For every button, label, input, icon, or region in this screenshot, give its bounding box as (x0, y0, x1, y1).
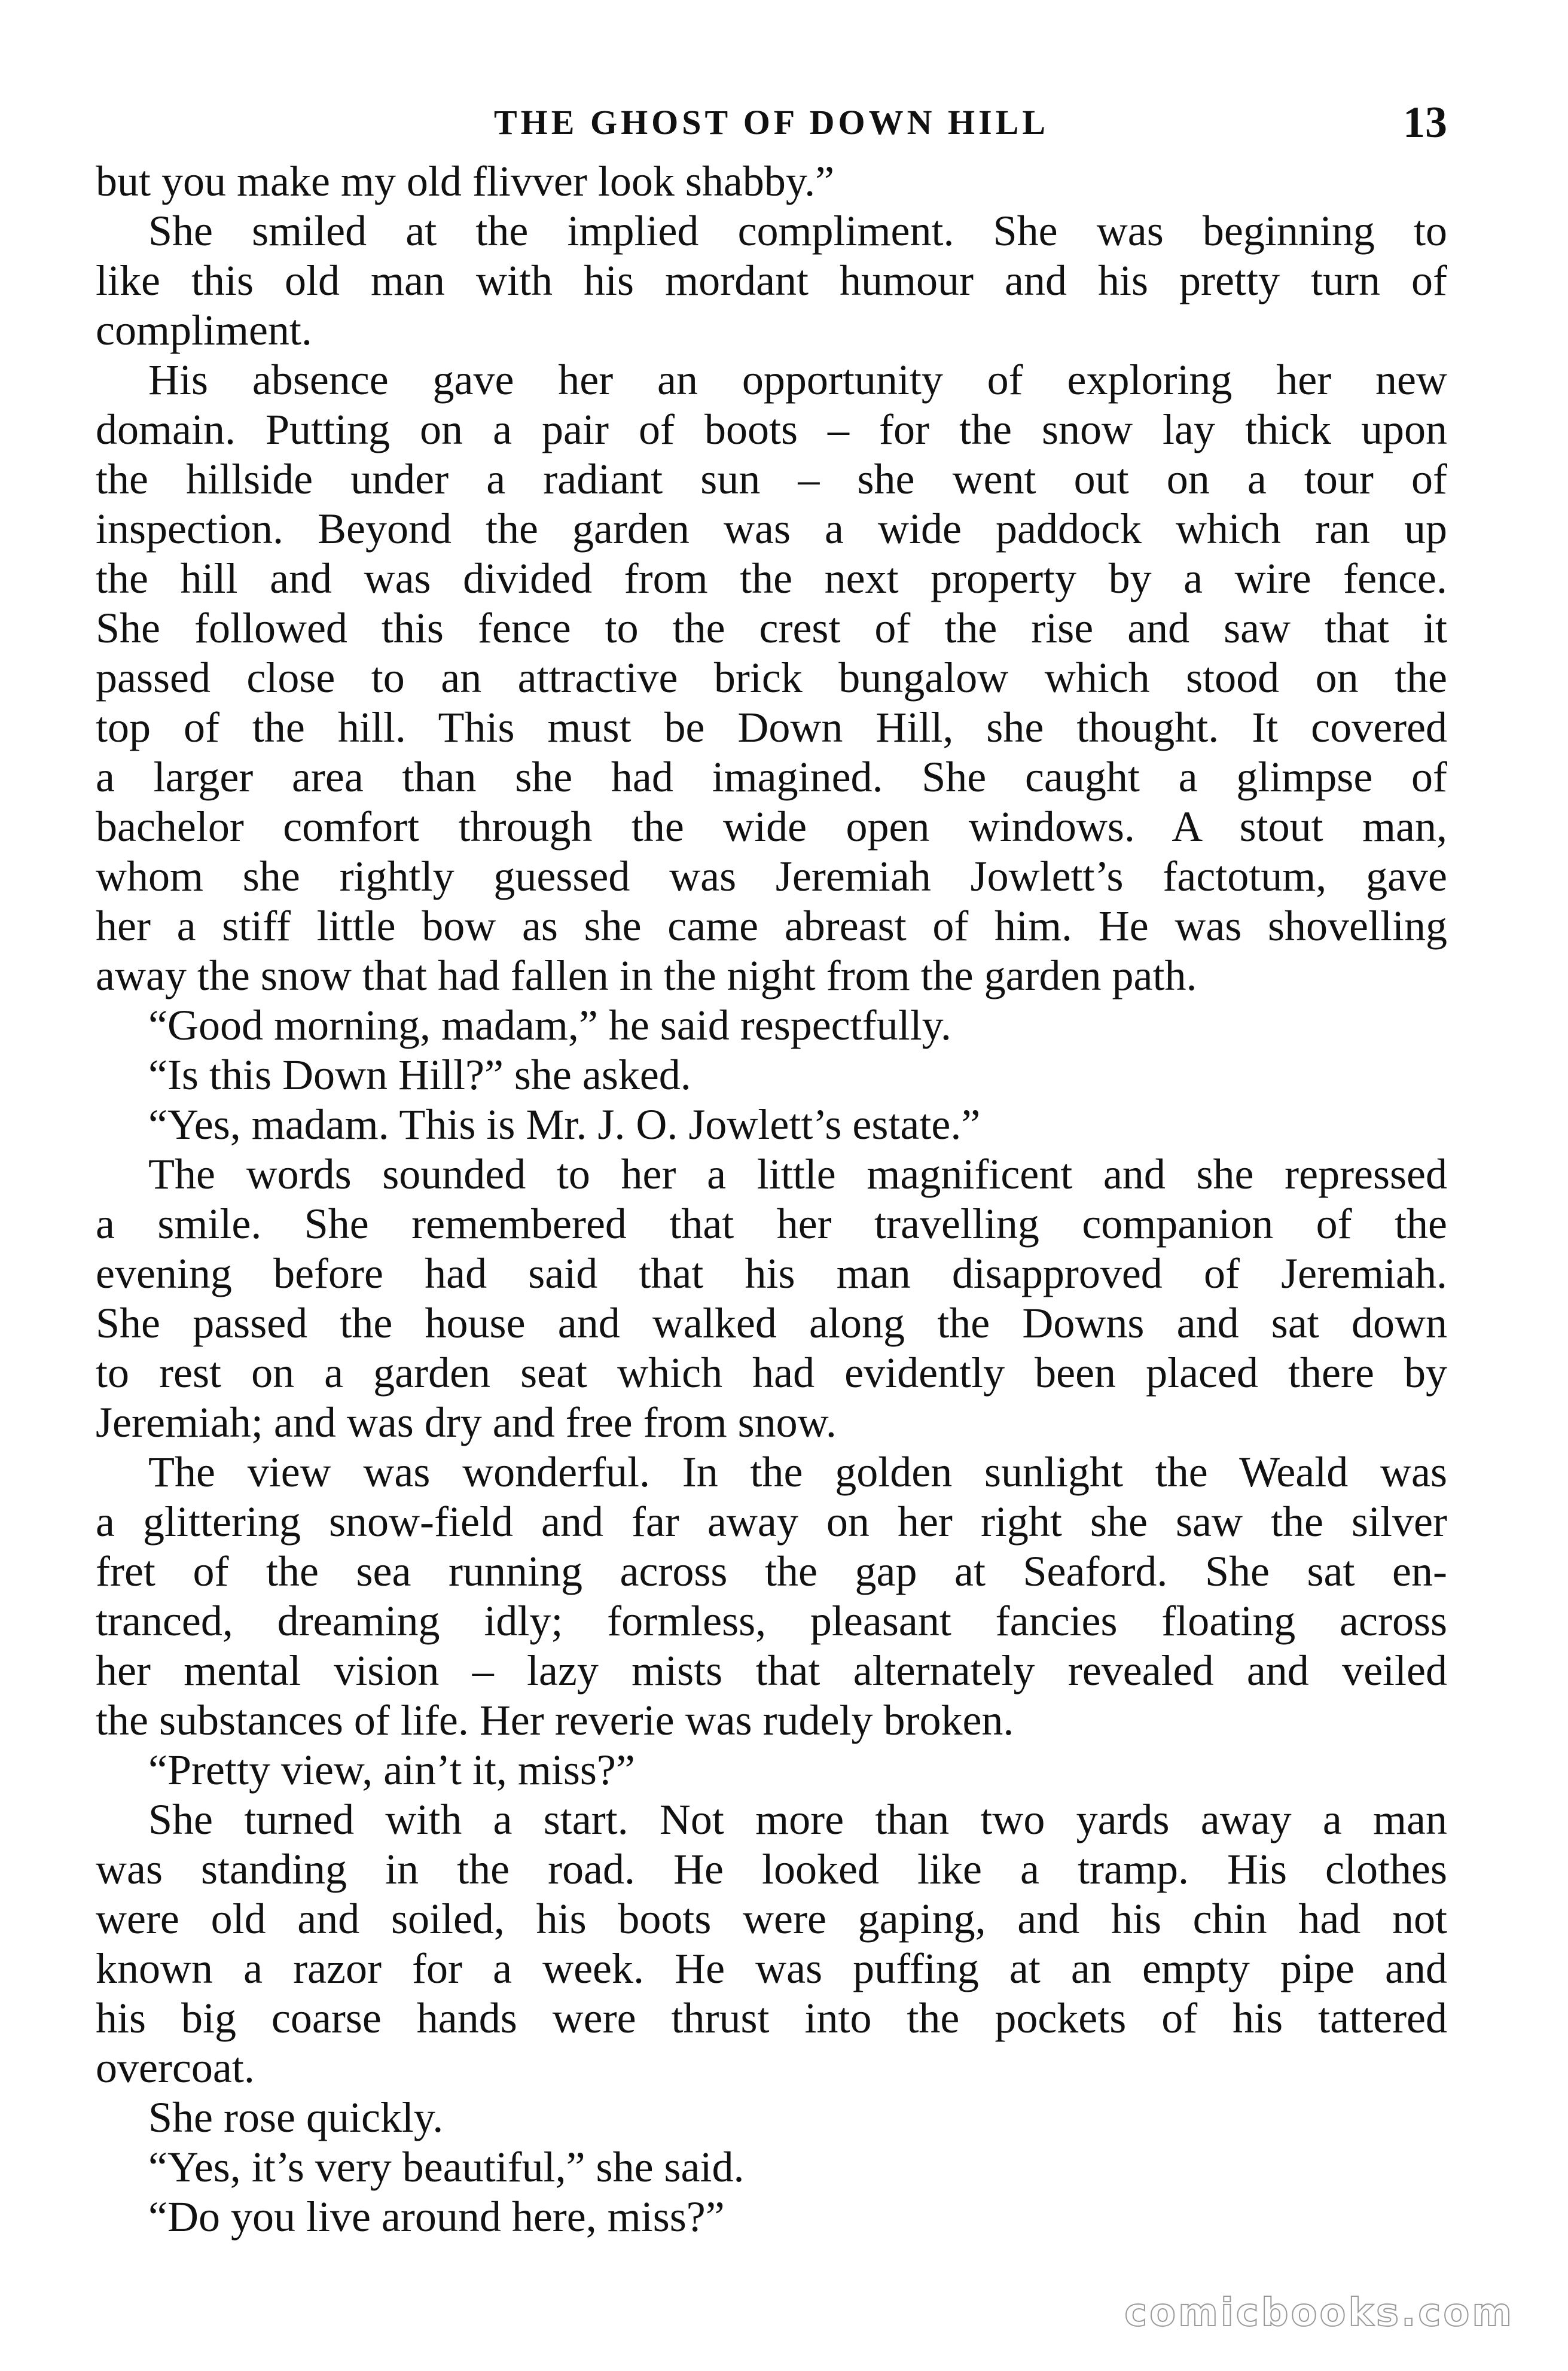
text-line: “Yes, it’s very beautiful,” she said. (148, 2143, 745, 2191)
text-line: known a razor for a week. He was puffing at an empty pipe and (96, 1945, 1447, 1992)
text-line: a glittering snow-field and far away on her right she saw the silver (96, 1498, 1447, 1546)
text-line: a larger area than she had imagined. She caught a glimpse of (96, 753, 1447, 801)
text-line: Jeremiah; and was dry and free from snow. (96, 1398, 837, 1446)
text-line: top of the hill. This must be Down Hill, she thought. It covered (96, 703, 1447, 751)
running-title: THE GHOST OF DOWN HILL (493, 103, 1050, 142)
text-line: passed close to an attractive brick bungalow which stood on the (96, 654, 1447, 702)
text-line: was standing in the road. He looked like a tramp. His clothes (96, 1845, 1447, 1893)
text-line: inspection. Beyond the garden was a wide paddock which ran up (96, 505, 1447, 553)
watermark: comicbooks.com (1124, 2291, 1514, 2335)
text-line: a smile. She remembered that her travelling companion of the (96, 1200, 1447, 1248)
text-line: whom she rightly guessed was Jeremiah Jowlett’s factotum, gave (96, 852, 1447, 900)
running-head (96, 90, 1447, 156)
text-line: The words sounded to her a little magnificent and she repressed (148, 1150, 1447, 1198)
text-line: her mental vision – lazy mists that alternately revealed and veiled (96, 1647, 1447, 1695)
text-line: compliment. (96, 306, 312, 354)
text-line: “Yes, madam. This is Mr. J. O. Jowlett’s estate.” (148, 1101, 981, 1148)
text-line: like this old man with his mordant humour and his pretty turn of (96, 257, 1447, 304)
text-line: The view was wonderful. In the golden sunlight the Weald was (148, 1448, 1447, 1496)
text-line: She rose quickly. (148, 2093, 444, 2141)
page-number: 13 (1403, 98, 1447, 147)
text-line: “Good morning, madam,” he said respectfully. (148, 1001, 951, 1049)
text-line: His absence gave her an opportunity of exploring her new (148, 356, 1447, 404)
text-line: the hillside under a radiant sun – she went out on a tour of (96, 455, 1447, 503)
text-line: but you make my old flivver look shabby.” (96, 157, 835, 205)
text-line: domain. Putting on a pair of boots – for the snow lay thick upon (96, 406, 1447, 453)
text-line: She smiled at the implied compliment. She was beginning to (148, 207, 1447, 255)
text-line: She passed the house and walked along the Downs and sat down (96, 1299, 1447, 1347)
text-line: fret of the sea running across the gap at Seaford. She sat en- (96, 1547, 1447, 1595)
text-line: bachelor comfort through the wide open windows. A stout man, (96, 803, 1447, 851)
text-line: She followed this fence to the crest of the rise and saw that it (96, 604, 1447, 652)
text-line: the hill and was divided from the next property by a wire fence. (96, 554, 1447, 602)
text-line: overcoat. (96, 2044, 255, 2092)
text-line: She turned with a start. Not more than two yards away a man (148, 1796, 1447, 1843)
body-text (96, 157, 1447, 2242)
text-line: the substances of life. Her reverie was rudely broken. (96, 1696, 1014, 1744)
text-line: “Is this Down Hill?” she asked. (148, 1051, 691, 1099)
text-line: her a stiff little bow as she came abreast of him. He was shovelling (96, 902, 1447, 950)
text-line: away the snow that had fallen in the night from the garden path. (96, 952, 1197, 999)
text-line: “Pretty view, ain’t it, miss?” (148, 1746, 635, 1794)
text-line: tranced, dreaming idly; formless, pleasant fancies floating across (96, 1597, 1447, 1645)
text-line: evening before had said that his man disapproved of Jeremiah. (96, 1250, 1447, 1297)
text-line: were old and soiled, his boots were gaping, and his chin had not (96, 1895, 1447, 1943)
text-line: “Do you live around here, miss?” (148, 2193, 725, 2241)
text-line: his big coarse hands were thrust into the pockets of his tattered (96, 1994, 1447, 2042)
text-line: to rest on a garden seat which had evidently been placed there by (96, 1349, 1447, 1397)
